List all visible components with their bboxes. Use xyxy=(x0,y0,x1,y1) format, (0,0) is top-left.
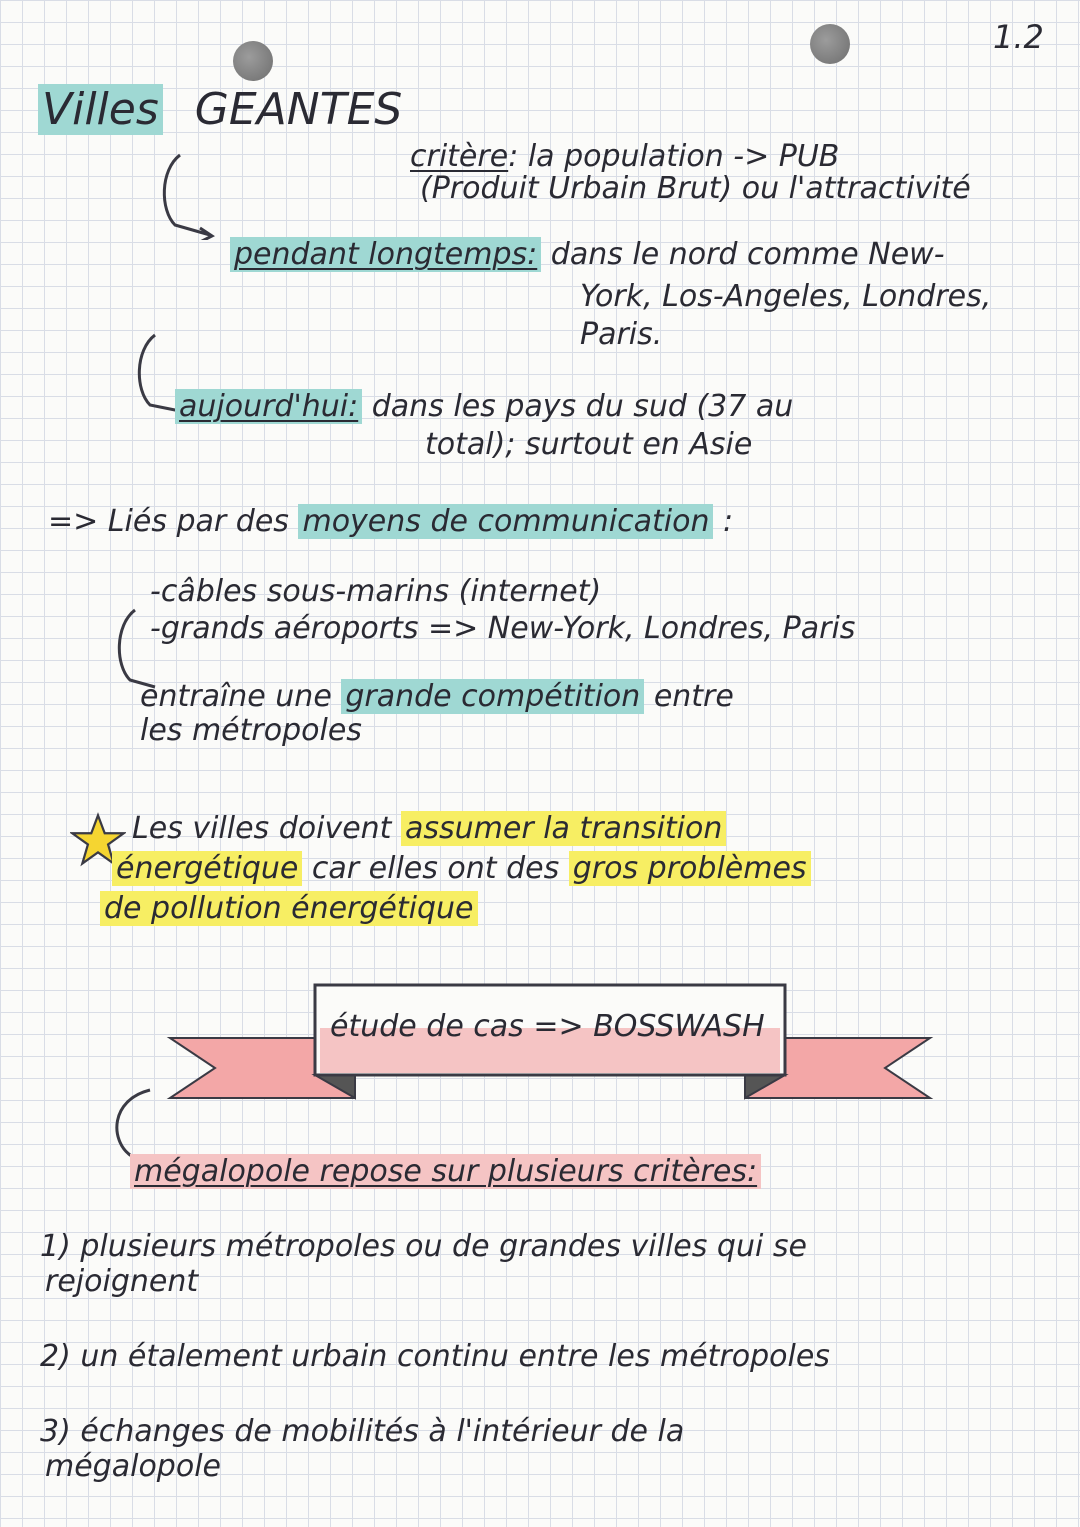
criteria-label: critère xyxy=(410,139,509,174)
banner-text: étude de cas => BOSSWASH xyxy=(330,1009,765,1044)
links-highlight: moyens de communication xyxy=(298,504,713,539)
transition-text-2: car elles ont des xyxy=(311,851,560,886)
transition-highlight-4: de pollution énergétique xyxy=(100,891,478,926)
today-text-1: dans les pays du sud (37 au xyxy=(371,389,794,424)
criteria-line-2: (Produit Urbain Brut) ou l'attractivité xyxy=(420,171,971,206)
megalopolis-item-2: 2) un étalement urbain continu entre les métropoles xyxy=(40,1339,830,1374)
transition-highlight-1: assumer la transition xyxy=(401,811,726,846)
binder-hole-right xyxy=(810,24,850,64)
links-colon: : xyxy=(723,504,734,539)
binder-hole-left xyxy=(233,41,273,81)
past-text-1: dans le nord comme New- xyxy=(550,237,945,272)
case-study-banner xyxy=(160,980,940,1130)
today-label: aujourd'hui: xyxy=(175,389,362,424)
links-result-highlight: grande compétition xyxy=(341,679,644,714)
megalopolis-item-1b: rejoignent xyxy=(45,1264,199,1299)
past-line-3: Paris. xyxy=(580,317,663,352)
links-item-2: -grands aéroports => New-York, Londres, Paris xyxy=(150,611,856,646)
past-line-2: York, Los-Angeles, Londres, xyxy=(580,279,992,314)
criteria-text-1: : la population -> PUB xyxy=(508,139,840,174)
megalopolis-item-1a: 1) plusieurs métropoles ou de grandes villes qui se xyxy=(40,1229,807,1264)
transition-line-2 xyxy=(112,852,811,886)
page-number: 1.2 xyxy=(993,18,1044,56)
megalopolis-intro-text: mégalopole repose sur plusieurs critères: xyxy=(130,1154,761,1189)
links-result-text-2: entre xyxy=(653,679,734,714)
bracket-arrow-1 xyxy=(150,150,220,240)
today-line-2: total); surtout en Asie xyxy=(425,427,753,462)
megalopolis-item-3b: mégalopole xyxy=(45,1449,221,1484)
criteria-line-1 xyxy=(410,140,839,174)
links-intro: => Liés par des xyxy=(48,504,289,539)
past-line-1 xyxy=(230,238,945,272)
links-item-1: -câbles sous-marins (internet) xyxy=(150,574,602,609)
title-word-geantes: GEANTES xyxy=(194,84,403,135)
transition-line-1 xyxy=(132,812,726,846)
transition-text-1: Les villes doivent xyxy=(132,811,392,846)
transition-highlight-3: gros problèmes xyxy=(569,851,811,886)
links-result-2: les métropoles xyxy=(140,713,362,748)
megalopolis-item-3a: 3) échanges de mobilités à l'intérieur de la xyxy=(40,1414,685,1449)
title-word-villes: Villes xyxy=(38,84,163,135)
transition-line-3 xyxy=(100,892,478,926)
links-result-text-1: entraîne une xyxy=(140,679,332,714)
page-title xyxy=(38,86,402,134)
megalopolis-intro xyxy=(130,1155,761,1189)
past-label: pendant longtemps: xyxy=(230,237,541,272)
transition-highlight-2: énergétique xyxy=(112,851,302,886)
links-result-1 xyxy=(140,680,734,714)
today-line-1 xyxy=(175,390,793,424)
links-line xyxy=(48,505,733,539)
